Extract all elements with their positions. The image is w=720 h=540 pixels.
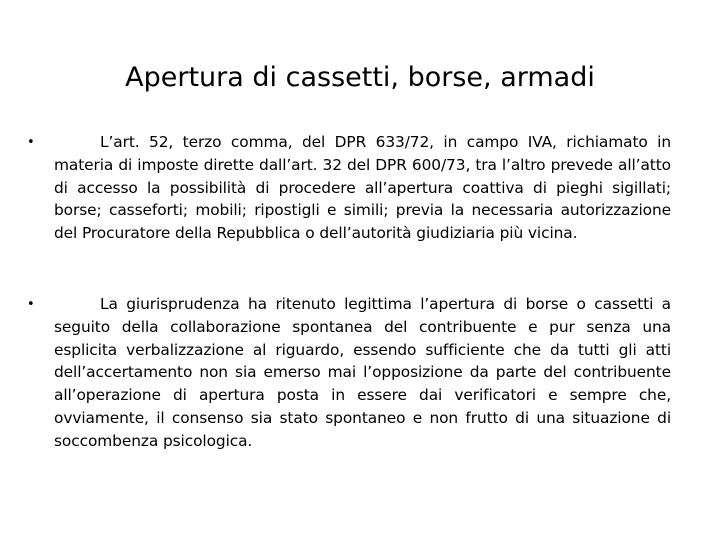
bullet-text: La giurisprudenza ha ritenuto legittima l’apertura di borse o cassetti a seguito della collaborazione spontanea del contribuente e pur senza una esplicita verbalizzazione al riguardo, essendo sufficiente che da tutti gli atti dell’accertamento non sia emerso mai l’opposizione da parte del contribuente all’operazione di apertura posta in essere dai verificatori e sempre che, ovviamente, il consenso sia stato spontaneo e non frutto di una situazione di soccombenza psicologica.	[54, 295, 671, 450]
bullet-text: L’art. 52, terzo comma, del DPR 633/72, in campo IVA, richiamato in materia di imposte dirette dall’art. 32 del DPR 600/73, tra l’altro prevede all’atto di accesso la possibilità di procedere all’apertura coattiva di pieghi sigillati; borse; casseforti; mobili; ripostigli e simili; previa la necessaria autorizzazione del Procuratore della Repubblica o dell’autorità giudiziaria più vicina.	[54, 133, 671, 243]
slide-title: Apertura di cassetti, borse, armadi	[125, 62, 595, 93]
bullet-marker: •	[27, 297, 35, 312]
bullet-marker: •	[27, 135, 35, 150]
